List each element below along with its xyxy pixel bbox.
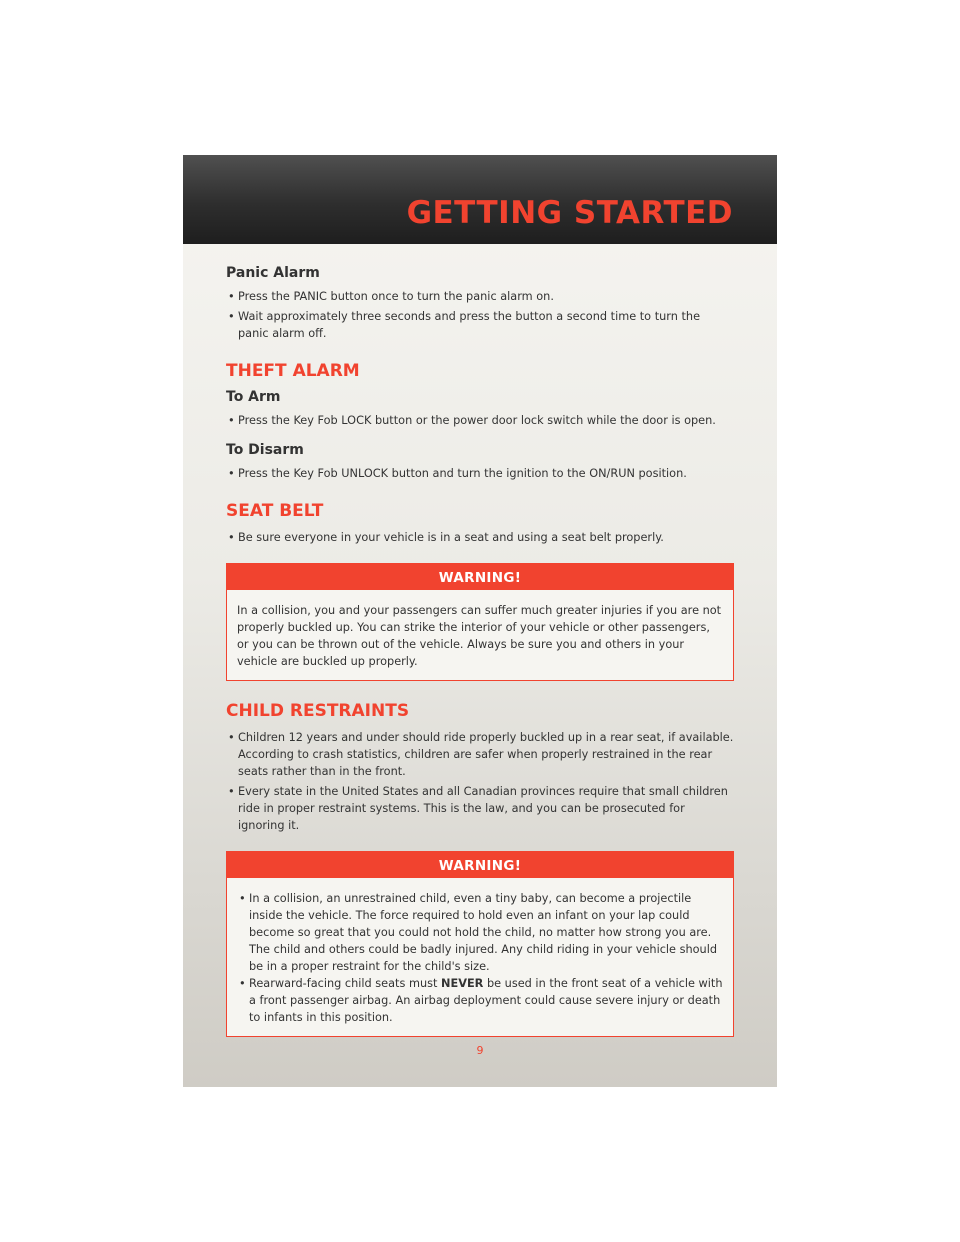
seat-belt-warning-box [226, 563, 734, 681]
warning-list [227, 878, 733, 1036]
list-item: • Press the Key Fob UNLOCK button and turn the ignition to the ON/RUN position. [226, 465, 734, 482]
child-restraints-list [226, 729, 734, 834]
list-item: • In a collision, an unrestrained child, even a tiny baby, can become a projectile inside the vehicle. The force required to hold even an infant on your lap could become so great that you could not hold the child, no matter how strong you are. The child and others could be badly injured. Any child riding in your vehicle should be in a proper restraint for the child's size. [237, 890, 723, 975]
section-header [183, 155, 777, 244]
child-restraints-heading: CHILD RESTRAINTS [226, 701, 410, 721]
panic-alarm-list [226, 288, 734, 342]
child-restraints-warning-box [226, 851, 734, 1037]
list-item: • Wait approximately three seconds and press the button a second time to turn the panic alarm off. [226, 308, 734, 342]
to-arm-heading: To Arm [226, 389, 281, 405]
list-item [237, 975, 723, 1026]
warning-text-pre: Rearward-facing child seats must [249, 977, 442, 990]
list-item: • Be sure everyone in your vehicle is in a seat and using a seat belt properly. [226, 529, 734, 546]
theft-alarm-heading: THEFT ALARM [226, 361, 360, 381]
section-title: GETTING STARTED [406, 195, 733, 231]
warning-title: WARNING! [227, 852, 733, 878]
list-item: • Every state in the United States and all Canadian provinces require that small children ride in proper restraint systems. This is the law, and you can be prosecuted for ignoring it. [226, 783, 734, 834]
seat-belt-list [226, 529, 734, 546]
seat-belt-heading: SEAT BELT [226, 501, 324, 521]
warning-text: In a collision, you and your passengers can suffer much greater injuries if you are not properly buckled up. You can strike the interior of your vehicle or other passengers, or you can be thrown out of the vehicle. Always be sure you and others in your vehicle are buckled up properly. [237, 604, 722, 668]
manual-page [183, 155, 777, 1087]
to-disarm-heading: To Disarm [226, 442, 304, 458]
warning-text-post: be used in the front seat of a vehicle with a front passenger airbag. An airbag deployment could cause severe injury or death to infants in this position. [249, 977, 723, 1024]
page-number: 9 [476, 1044, 484, 1057]
page-content [226, 265, 734, 1037]
list-item: • Press the PANIC button once to turn the panic alarm on. [226, 288, 734, 305]
list-item: • Children 12 years and under should ride properly buckled up in a rear seat, if available. According to crash statistics, children are safer when properly restrained in the rear seats rather than in the front. [226, 729, 734, 780]
to-arm-list [226, 412, 734, 429]
never-emphasis: NEVER [441, 977, 484, 990]
panic-alarm-heading: Panic Alarm [226, 265, 320, 281]
to-disarm-list [226, 465, 734, 482]
list-item: • Press the Key Fob LOCK button or the power door lock switch while the door is open. [226, 412, 734, 429]
warning-title: WARNING! [227, 564, 733, 590]
